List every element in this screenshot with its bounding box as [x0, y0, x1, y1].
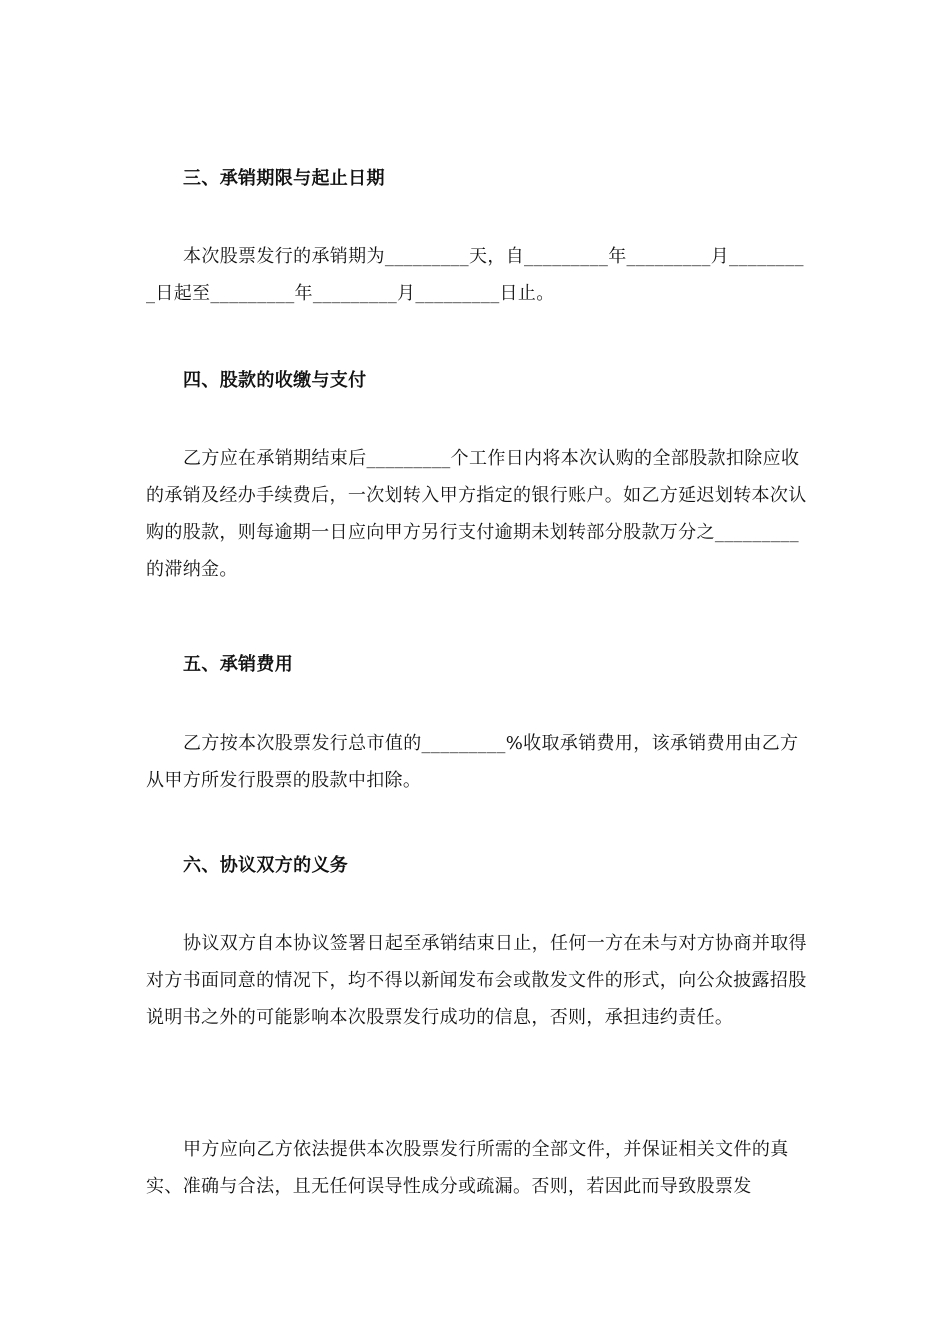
paragraph-obligations-disclosure: 协议双方自本协议签署日起至承销结束日止，任何一方在未与对方协商并取得对方书面同意的情况下，均不得以新闻发布会或散发文件的形式，向公众披露招股说明书之外的可能影响本次股票发行成功的信息，否则，承担违约责任。	[146, 933, 807, 1028]
section-heading-payment: 四、股款的收缴与支付	[183, 370, 367, 391]
section-heading-underwriting-fee: 五、承销费用	[183, 654, 294, 675]
section-heading-underwriting-period: 三、承销期限与起止日期	[183, 168, 385, 189]
paragraph-underwriting-period: 本次股票发行的承销期为_________天，自_________年_________月_________日起至_________年_________月_________日止。	[146, 246, 804, 304]
paragraph-payment: 乙方应在承销期结束后_________个工作日内将本次认购的全部股款扣除应收的承销及经办手续费后，一次划转入甲方指定的银行账户。如乙方延迟划转本次认购的股款，则每逾期一日应向甲方另行支付逾期未划转部分股款万分之_________的滞纳金。	[146, 448, 807, 580]
paragraph-obligations-documents: 甲方应向乙方依法提供本次股票发行所需的全部文件，并保证相关文件的真实、准确与合法，且无任何误导性成分或疏漏。否则，若因此而导致股票发	[146, 1139, 789, 1197]
section-heading-obligations: 六、协议双方的义务	[183, 855, 349, 876]
paragraph-underwriting-fee: 乙方按本次股票发行总市值的_________%收取承销费用，该承销费用由乙方从甲方所发行股票的股款中扣除。	[146, 733, 799, 791]
